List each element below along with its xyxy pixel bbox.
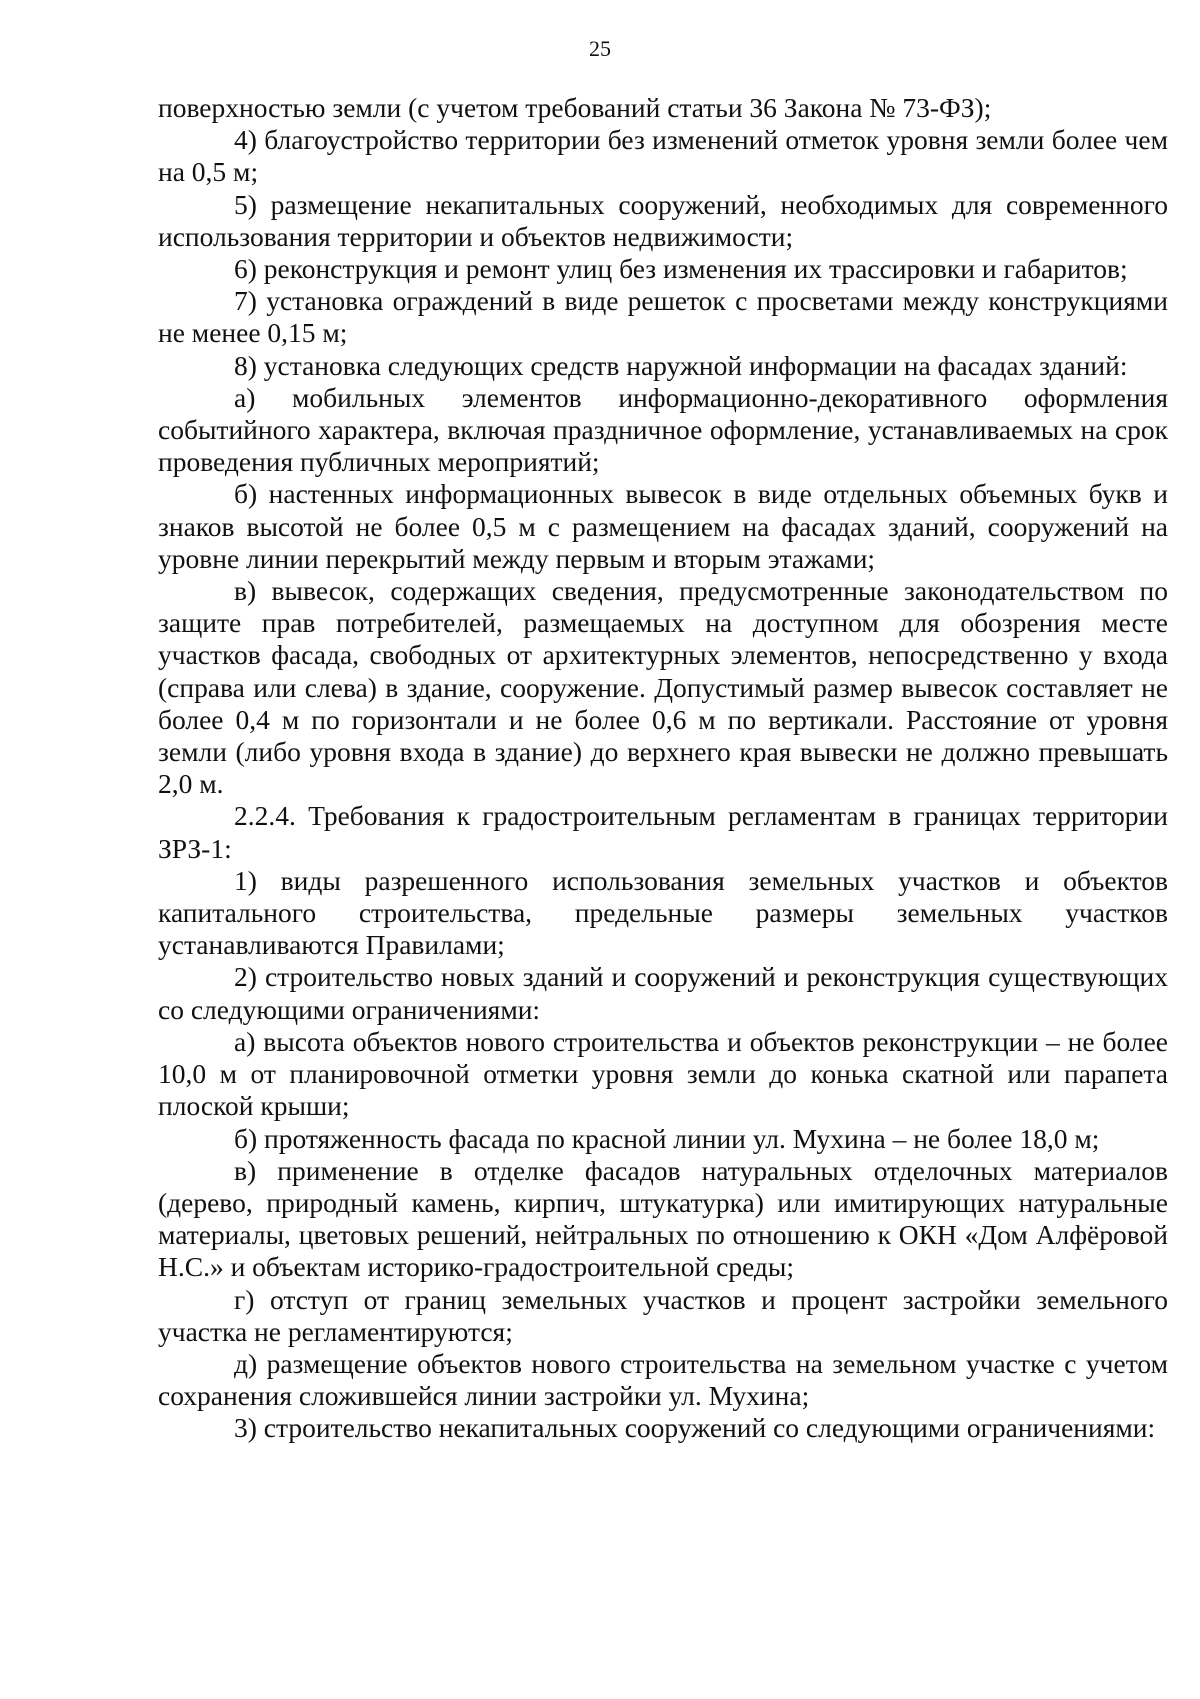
paragraph-continuation: поверхностью земли (с учетом требований статьи 36 Закона № 73-ФЗ); (158, 92, 992, 123)
paragraph-subitem-g-setback: г) отступ от границ земельных участков и процент застройки земельного участка не регламентируются; (158, 1283, 1168, 1347)
paragraph-item-2: 2) строительство новых зданий и сооружений и реконструкция существующих со следующими ограничениями: (158, 961, 1168, 1025)
document-body (158, 92, 1168, 1445)
paragraph-item-8: 8) установка следующих средств наружной информации на фасадах зданий: (234, 349, 1128, 381)
paragraph-subitem-b-facade: б) протяженность фасада по красной линии ул. Мухина – не более 18,0 м; (234, 1122, 1100, 1154)
page-number: 25 (589, 36, 611, 61)
paragraph-subitem-v: в) вывесок, содержащих сведения, предусмотренные законодательством по защите прав потребителей, размещаемых на доступном для обозрения месте участков фасада, свободных от архитектурных элементов, непосредственно у входа (справа или слева) в здание, сооружение. Допустимый размер вывесок составляет не более 0,4 м по горизонтали и не более 0,6 м по вертикали. Расстояние от уровня земли (либо уровня входа в здание) до верхнего края вывески не должно превышать 2,0 м. (158, 575, 1168, 800)
paragraph-subitem-v-materials: в) применение в отделке фасадов натуральных отделочных материалов (дерево, природный камень, кирпич, штукатурка) или имитирующих натуральные материалы, цветовых решений, нейтральных по отношению к ОКН «Дом Алфёровой Н.С.» и объектам историко-градостроительной среды; (158, 1154, 1168, 1283)
paragraph-section-2-2-4: 2.2.4. Требования к градостроительным регламентам в границах территории ЗРЗ-1: (158, 800, 1168, 864)
paragraph-item-7: 7) установка ограждений в виде решеток с просветами между конструкциями не менее 0,15 м; (158, 285, 1168, 349)
paragraph-subitem-a: а) мобильных элементов информационно-декоративного оформления событийного характера, включая праздничное оформление, устанавливаемых на срок проведения публичных мероприятий; (158, 381, 1168, 478)
paragraph-item-3: 3) строительство некапитальных сооружений со следующими ограничениями: (234, 1412, 1156, 1444)
paragraph-subitem-b: б) настенных информационных вывесок в виде отдельных объемных букв и знаков высотой не более 0,5 м с размещением на фасадах зданий, сооружений на уровне линии перекрытий между первым и вторым этажами; (158, 478, 1168, 574)
paragraph-subitem-d-placement: д) размещение объектов нового строительства на земельном участке с учетом сохранения сложившейся линии застройки ул. Мухина; (158, 1347, 1168, 1412)
paragraph-item-5: 5) размещение некапитальных сооружений, необходимых для современного использования территории и объектов недвижимости; (158, 188, 1168, 252)
paragraph-item-4: 4) благоустройство территории без изменений отметок уровня земли более чем на 0,5 м; (158, 124, 1168, 188)
paragraph-item-6: 6) реконструкция и ремонт улиц без изменения их трассировки и габаритов; (234, 253, 1128, 285)
paragraph-item-1: 1) виды разрешенного использования земельных участков и объектов капитального строительства, предельные размеры земельных участков устанавливаются Правилами; (158, 864, 1168, 961)
paragraph-subitem-a-height: а) высота объектов нового строительства и объектов реконструкции – не более 10,0 м от планировочной отметки уровня земли до конька скатной или парапета плоской крыши; (158, 1025, 1168, 1122)
